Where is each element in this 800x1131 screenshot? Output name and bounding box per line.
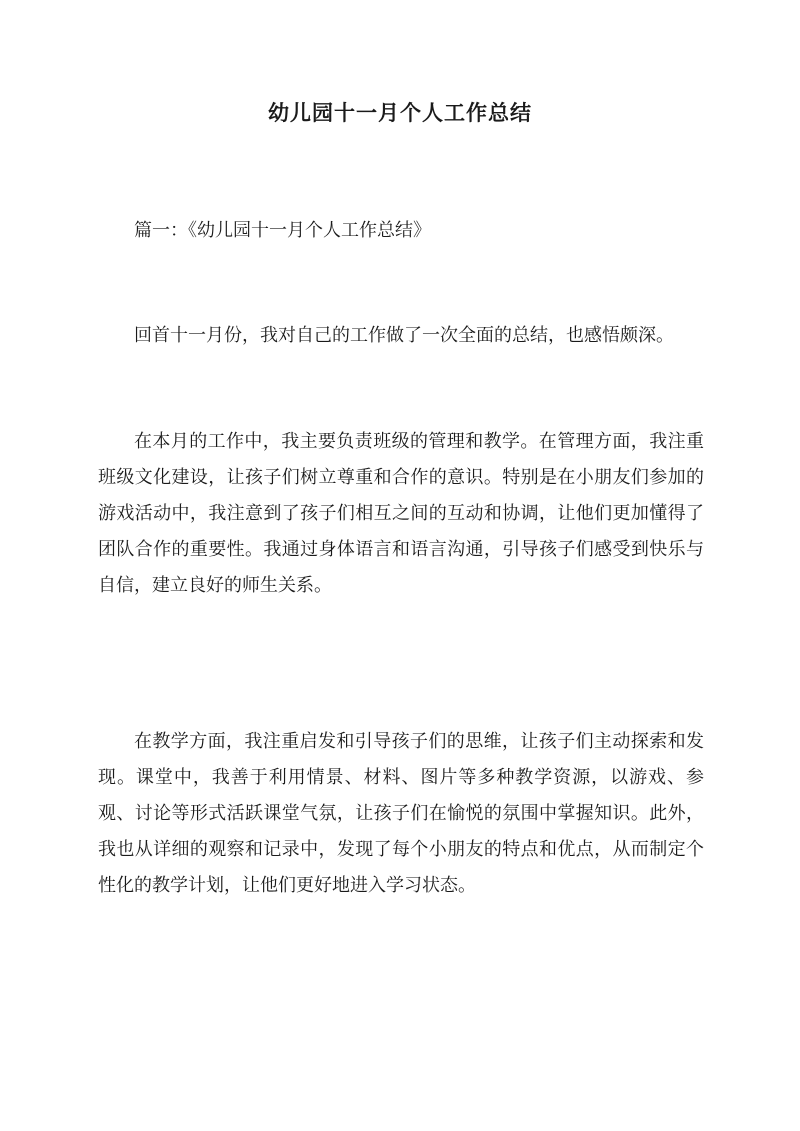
chapter-heading: 篇一：《幼儿园十一月个人工作总结》 [134,220,431,241]
paragraph-management: 在本月的工作中，我主要负责班级的管理和教学。在管理方面，我注重班级文化建设，让孩子们树立尊重和合作的意识。特别是在小朋友们参加的游戏活动中，我注意到了孩子们相互之间的互动和协调，让他们更加懂得了团队合作的重要性。我通过身体语言和语言沟通，引导孩子们感受到快乐与自信，建立良好的师生关系。 [98,431,704,596]
paragraph-teaching: 在教学方面，我注重启发和引导孩子们的思维，让孩子们主动探索和发现。课堂中，我善于利用情景、材料、图片等多种教学资源，以游戏、参观、讨论等形式活跃课堂气氛，让孩子们在愉悦的氛围中掌握知识。此外，我也从详细的观察和记录中，发现了每个小朋友的特点和优点，从而制定个性化的教学计划，让他们更好地进入学习状态。 [98,731,704,896]
document-title: 幼儿园十一月个人工作总结 [268,100,532,125]
paragraph-intro: 回首十一月份，我对自己的工作做了一次全面的总结，也感悟颇深。 [134,325,674,346]
